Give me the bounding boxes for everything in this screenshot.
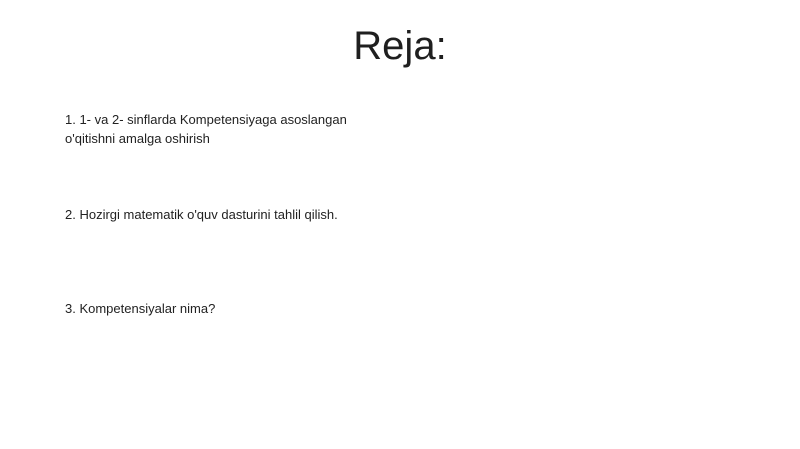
plan-item-2: 2. Hozirgi matematik o'quv dasturini tahlil qilish. [65, 207, 338, 222]
plan-item-1: 1. 1- va 2- sinflarda Kompetensiyaga asoslangan o'qitishni amalga oshirish [65, 112, 347, 146]
plan-item-3: 3. Kompetensiyalar nima? [65, 301, 216, 316]
slide-title: Reja: [353, 24, 447, 68]
